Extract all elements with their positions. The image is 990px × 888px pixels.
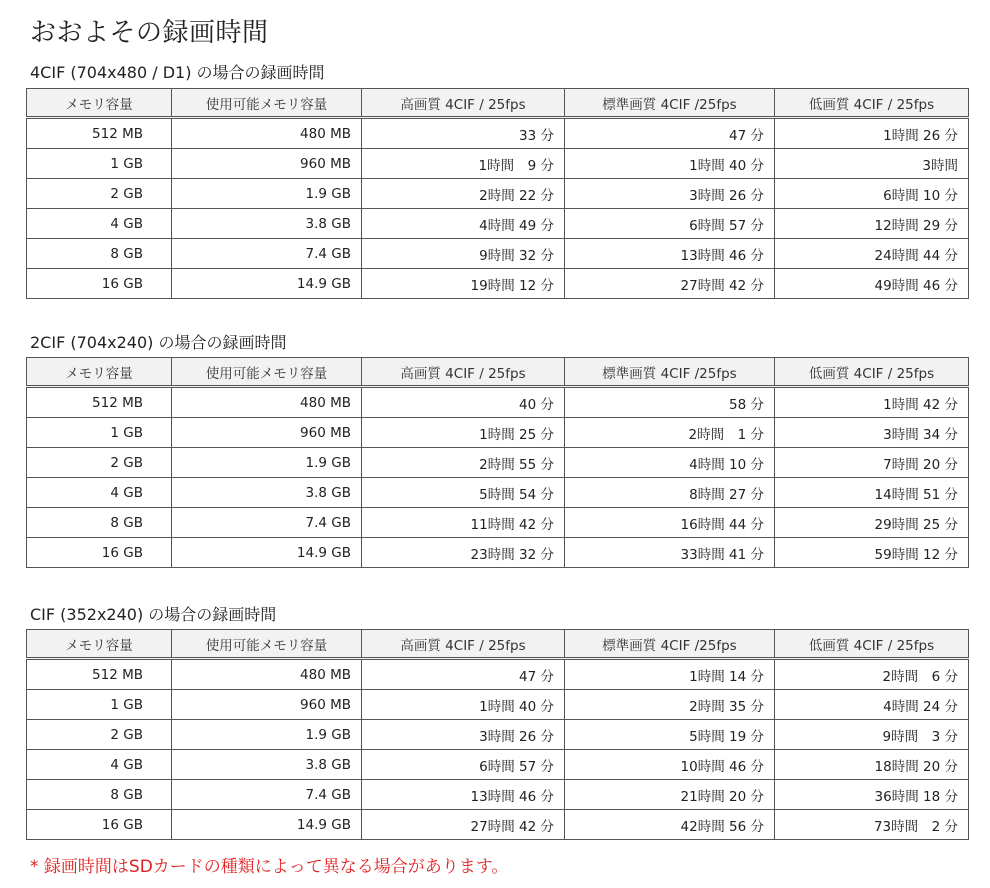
- table-cell: 7時間 20 分: [775, 448, 969, 478]
- table-cell: 8 GB: [27, 780, 172, 810]
- table-cell: 14.9 GB: [172, 269, 362, 299]
- table-cell: 960 MB: [172, 690, 362, 720]
- table-cell: 1時間 14 分: [565, 659, 775, 690]
- table-cell: 512 MB: [27, 659, 172, 690]
- table-cell: 27時間 42 分: [362, 810, 565, 840]
- page-title: おおよその録画時間: [30, 18, 269, 48]
- table-cell: 2時間 55 分: [362, 448, 565, 478]
- table-cell: 8 GB: [27, 239, 172, 269]
- table-cell: 21時間 20 分: [565, 780, 775, 810]
- column-header: 高画質 4CIF / 25fps: [362, 630, 565, 659]
- table-cell: 512 MB: [27, 118, 172, 149]
- table-cell: 6時間 57 分: [565, 209, 775, 239]
- table-cell: 1時間 40 分: [362, 690, 565, 720]
- column-header: 使用可能メモリ容量: [172, 358, 362, 387]
- table-row: [27, 209, 969, 239]
- column-header: 低画質 4CIF / 25fps: [775, 630, 969, 659]
- table-cell: 27時間 42 分: [565, 269, 775, 299]
- table-cell: 480 MB: [172, 118, 362, 149]
- table-row: [27, 750, 969, 780]
- table-row: [27, 538, 969, 568]
- table-cell: 4 GB: [27, 209, 172, 239]
- table-header-row: [27, 630, 969, 659]
- column-header: 使用可能メモリ容量: [172, 630, 362, 659]
- table-cell: 47 分: [565, 118, 775, 149]
- column-header: メモリ容量: [27, 358, 172, 387]
- table-cell: 24時間 44 分: [775, 239, 969, 269]
- table-cell: 3.8 GB: [172, 209, 362, 239]
- table-cell: 3時間 26 分: [362, 720, 565, 750]
- table-cell: 10時間 46 分: [565, 750, 775, 780]
- table-row: [27, 690, 969, 720]
- table-cell: 2時間 35 分: [565, 690, 775, 720]
- table-row: [27, 508, 969, 538]
- table-cell: 2 GB: [27, 179, 172, 209]
- table-header-row: [27, 358, 969, 387]
- table-cell: 9時間 3 分: [775, 720, 969, 750]
- table-cell: 7.4 GB: [172, 508, 362, 538]
- table-cell: 1 GB: [27, 690, 172, 720]
- table-cell: 3時間 34 分: [775, 418, 969, 448]
- table-row: [27, 720, 969, 750]
- table-cell: 960 MB: [172, 149, 362, 179]
- table-cell: 3時間: [775, 149, 969, 179]
- section-title-4cif: 4CIF (704x480 / D1) の場合の録画時間: [30, 63, 325, 82]
- recording-table-2cif: [26, 357, 969, 568]
- column-header: メモリ容量: [27, 89, 172, 118]
- table-cell: 19時間 12 分: [362, 269, 565, 299]
- table-cell: 4時間 49 分: [362, 209, 565, 239]
- table-cell: 2時間 22 分: [362, 179, 565, 209]
- column-header: メモリ容量: [27, 630, 172, 659]
- table-cell: 13時間 46 分: [565, 239, 775, 269]
- table-cell: 960 MB: [172, 418, 362, 448]
- table-cell: 4時間 24 分: [775, 690, 969, 720]
- recording-table-4cif: [26, 88, 969, 299]
- table-cell: 2 GB: [27, 448, 172, 478]
- table-cell: 480 MB: [172, 659, 362, 690]
- column-header: 高画質 4CIF / 25fps: [362, 89, 565, 118]
- table-cell: 1.9 GB: [172, 448, 362, 478]
- table-row: [27, 269, 969, 299]
- table-row: [27, 239, 969, 269]
- table-cell: 6時間 10 分: [775, 179, 969, 209]
- table-cell: 4 GB: [27, 478, 172, 508]
- section-title-2cif: 2CIF (704x240) の場合の録画時間: [30, 333, 287, 352]
- table-cell: 3.8 GB: [172, 478, 362, 508]
- table-cell: 5時間 54 分: [362, 478, 565, 508]
- table-cell: 9時間 32 分: [362, 239, 565, 269]
- footnote: * 録画時間はSDカードの種類によって異なる場合があります。: [30, 857, 509, 877]
- table-cell: 1.9 GB: [172, 720, 362, 750]
- table-cell: 3時間 26 分: [565, 179, 775, 209]
- table-row: [27, 659, 969, 690]
- table-cell: 59時間 12 分: [775, 538, 969, 568]
- table-cell: 33時間 41 分: [565, 538, 775, 568]
- table-cell: 42時間 56 分: [565, 810, 775, 840]
- table-cell: 13時間 46 分: [362, 780, 565, 810]
- table-cell: 1時間 9 分: [362, 149, 565, 179]
- table-row: [27, 418, 969, 448]
- column-header: 標準画質 4CIF /25fps: [565, 630, 775, 659]
- table-row: [27, 387, 969, 418]
- table-cell: 16 GB: [27, 538, 172, 568]
- column-header: 標準画質 4CIF /25fps: [565, 358, 775, 387]
- table-cell: 36時間 18 分: [775, 780, 969, 810]
- table-cell: 49時間 46 分: [775, 269, 969, 299]
- column-header: 高画質 4CIF / 25fps: [362, 358, 565, 387]
- table-row: [27, 179, 969, 209]
- table-cell: 18時間 20 分: [775, 750, 969, 780]
- table-cell: 47 分: [362, 659, 565, 690]
- table-cell: 4時間 10 分: [565, 448, 775, 478]
- table-row: [27, 448, 969, 478]
- table-cell: 29時間 25 分: [775, 508, 969, 538]
- table-cell: 12時間 29 分: [775, 209, 969, 239]
- section-title-cif: CIF (352x240) の場合の録画時間: [30, 605, 277, 624]
- table-cell: 4 GB: [27, 750, 172, 780]
- table-row: [27, 149, 969, 179]
- table-cell: 7.4 GB: [172, 780, 362, 810]
- table-cell: 1時間 42 分: [775, 387, 969, 418]
- table-cell: 73時間 2 分: [775, 810, 969, 840]
- table-cell: 1時間 26 分: [775, 118, 969, 149]
- table-cell: 16 GB: [27, 810, 172, 840]
- table-cell: 14時間 51 分: [775, 478, 969, 508]
- table-header-row: [27, 89, 969, 118]
- table-cell: 2 GB: [27, 720, 172, 750]
- table-cell: 16 GB: [27, 269, 172, 299]
- table-cell: 1 GB: [27, 149, 172, 179]
- table-cell: 8時間 27 分: [565, 478, 775, 508]
- column-header: 標準画質 4CIF /25fps: [565, 89, 775, 118]
- table-cell: 8 GB: [27, 508, 172, 538]
- table-cell: 512 MB: [27, 387, 172, 418]
- table-cell: 33 分: [362, 118, 565, 149]
- column-header: 低画質 4CIF / 25fps: [775, 358, 969, 387]
- table-row: [27, 478, 969, 508]
- table-cell: 14.9 GB: [172, 538, 362, 568]
- table-cell: 7.4 GB: [172, 239, 362, 269]
- table-cell: 16時間 44 分: [565, 508, 775, 538]
- table-row: [27, 118, 969, 149]
- table-cell: 1.9 GB: [172, 179, 362, 209]
- table-cell: 480 MB: [172, 387, 362, 418]
- recording-table-cif: [26, 629, 969, 840]
- table-cell: 23時間 32 分: [362, 538, 565, 568]
- table-cell: 5時間 19 分: [565, 720, 775, 750]
- table-cell: 2時間 6 分: [775, 659, 969, 690]
- table-cell: 14.9 GB: [172, 810, 362, 840]
- table-row: [27, 780, 969, 810]
- table-cell: 2時間 1 分: [565, 418, 775, 448]
- table-cell: 1時間 25 分: [362, 418, 565, 448]
- table-cell: 1 GB: [27, 418, 172, 448]
- table-cell: 58 分: [565, 387, 775, 418]
- column-header: 低画質 4CIF / 25fps: [775, 89, 969, 118]
- table-cell: 40 分: [362, 387, 565, 418]
- column-header: 使用可能メモリ容量: [172, 89, 362, 118]
- table-cell: 6時間 57 分: [362, 750, 565, 780]
- table-cell: 11時間 42 分: [362, 508, 565, 538]
- table-cell: 1時間 40 分: [565, 149, 775, 179]
- table-cell: 3.8 GB: [172, 750, 362, 780]
- table-row: [27, 810, 969, 840]
